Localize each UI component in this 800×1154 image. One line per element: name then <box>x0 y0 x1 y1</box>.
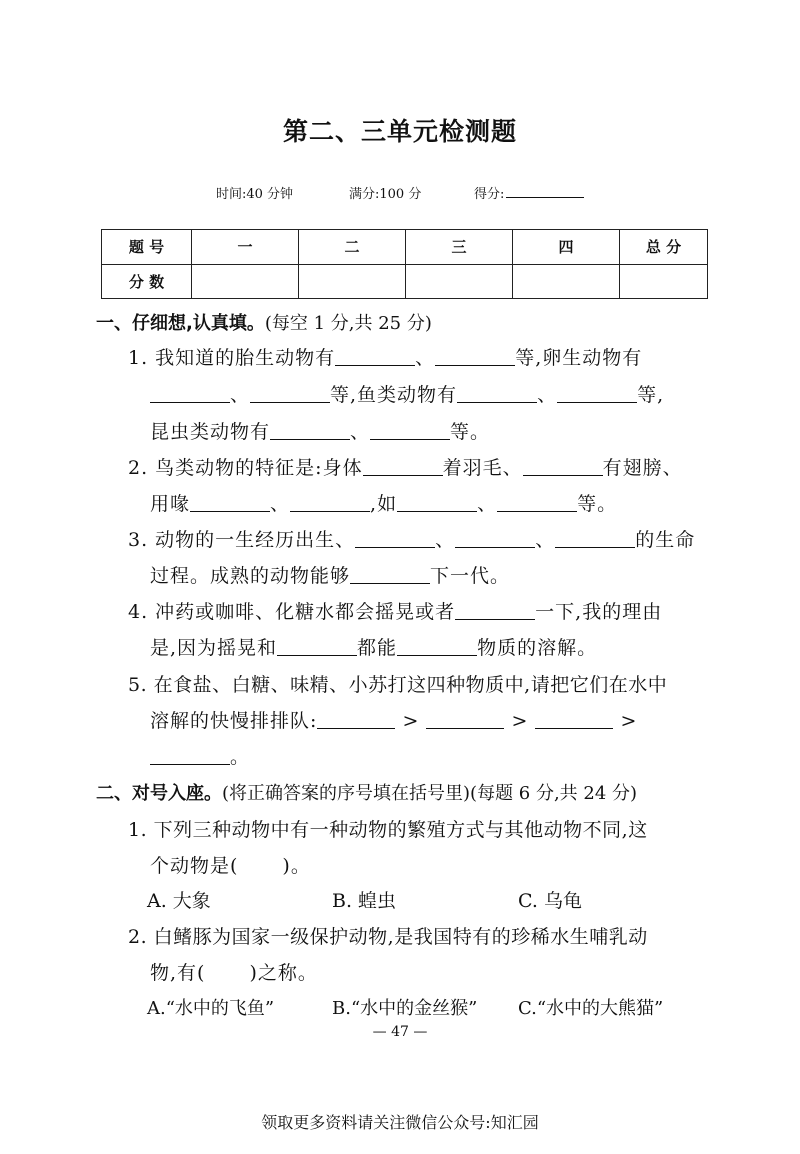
blank[interactable] <box>397 639 477 656</box>
text: 一下,我的理由 <box>535 601 663 623</box>
score-label: 得分: <box>474 187 505 202</box>
gt-sign: > <box>620 710 638 732</box>
header-cell: 题 号 <box>102 230 192 265</box>
blank[interactable] <box>355 531 435 548</box>
option-b[interactable]: B.“水中的金丝猴” <box>332 998 478 1019</box>
s2-q2-line-1 <box>128 922 648 949</box>
score-cell[interactable] <box>513 264 620 299</box>
text: 、 <box>477 493 498 515</box>
text: 、 <box>537 384 558 406</box>
s2-q1-line-2 <box>150 851 311 878</box>
blank[interactable] <box>277 639 357 656</box>
text: )。 <box>282 855 311 877</box>
text: 、 <box>415 347 436 369</box>
header-cell: 二 <box>299 230 406 265</box>
page-number: — 47 — <box>372 1024 428 1040</box>
page-title: 第二、三单元检测题 <box>282 117 517 146</box>
text: 5. 在食盐、白糖、味精、小苏打这四种物质中,请把它们在水中 <box>128 674 668 696</box>
score-table-header-row <box>102 230 708 265</box>
score-blank[interactable] <box>506 185 584 198</box>
text: 物,有( <box>150 962 206 984</box>
text: 下一代。 <box>430 565 511 587</box>
text: 等,卵生动物有 <box>515 347 643 369</box>
blank[interactable] <box>435 349 515 366</box>
section-2-note: (将正确答案的序号填在括号里)(每题 6 分,共 24 分) <box>222 783 638 804</box>
text: 1. 下列三种动物中有一种动物的繁殖方式与其他动物不同,这 <box>128 819 648 841</box>
text: 2. 白鳍豚为国家一级保护动物,是我国特有的珍稀水生哺乳动 <box>128 926 648 948</box>
text: 物质的溶解。 <box>477 637 598 659</box>
text: 等,鱼类动物有 <box>330 384 458 406</box>
q3-line-2 <box>150 561 510 588</box>
blank[interactable] <box>290 495 370 512</box>
option-c[interactable]: C.“水中的大熊猫” <box>518 998 664 1019</box>
text: 、 <box>535 529 556 551</box>
header-cell: 一 <box>192 230 299 265</box>
option-a[interactable]: A.“水中的飞鱼” <box>147 998 275 1019</box>
blank[interactable] <box>455 531 535 548</box>
text: 昆虫类动物有 <box>150 421 271 443</box>
text: 是,因为摇晃和 <box>150 637 278 659</box>
text: 、 <box>270 493 291 515</box>
section-2-heading <box>96 779 637 805</box>
blank[interactable] <box>150 386 230 403</box>
blank[interactable] <box>350 567 430 584</box>
blank[interactable] <box>535 712 613 729</box>
full-score-label: 满分:100 分 <box>349 187 422 202</box>
s2-q2-line-2 <box>150 958 318 985</box>
blank[interactable] <box>555 531 635 548</box>
text: 4. 冲药或咖啡、化糖水都会摇晃或者 <box>128 601 456 623</box>
q5-line-3 <box>150 742 250 769</box>
section-1-note: (每空 1 分,共 25 分) <box>264 313 432 334</box>
s2-q1-line-1 <box>128 815 648 842</box>
text: 、 <box>435 529 456 551</box>
score-table <box>101 229 708 299</box>
blank[interactable] <box>523 459 603 476</box>
time-label: 时间:40 分钟 <box>216 187 294 202</box>
text: 用喙 <box>150 493 191 515</box>
text: 溶解的快慢排排队: <box>150 710 318 732</box>
score-label-wrap <box>474 183 584 202</box>
blank[interactable] <box>370 423 450 440</box>
gt-sign: > <box>402 710 420 732</box>
blank[interactable] <box>150 748 230 765</box>
header-cell: 三 <box>406 230 513 265</box>
score-cell[interactable] <box>192 264 299 299</box>
score-cell[interactable] <box>299 264 406 299</box>
blank[interactable] <box>270 423 350 440</box>
q3-line-1 <box>128 525 695 552</box>
text: 都能 <box>357 637 398 659</box>
option-b[interactable]: B. 蝗虫 <box>332 890 397 912</box>
text: 、 <box>230 384 251 406</box>
text: 的生命 <box>635 529 696 551</box>
header-cell: 总 分 <box>620 230 708 265</box>
text: 。 <box>230 746 251 768</box>
option-a[interactable]: A. 大象 <box>147 890 211 912</box>
q1-line-1 <box>128 343 642 370</box>
text: 过程。成熟的动物能够 <box>150 565 351 587</box>
blank[interactable] <box>250 386 330 403</box>
text: 等。 <box>450 421 491 443</box>
text: 1. 我知道的胎生动物有 <box>128 347 336 369</box>
section-2-title: 二、对号入座。 <box>96 783 222 804</box>
q4-line-1 <box>128 597 662 624</box>
blank[interactable] <box>497 495 577 512</box>
text: 等, <box>637 384 665 406</box>
score-cell[interactable] <box>620 264 708 299</box>
section-1-title: 一、仔细想,认真填。 <box>96 313 265 334</box>
text: 2. 鸟类动物的特征是:身体 <box>128 457 363 479</box>
blank[interactable] <box>455 603 535 620</box>
blank[interactable] <box>317 712 395 729</box>
blank[interactable] <box>335 349 415 366</box>
row-label: 分 数 <box>102 264 192 299</box>
header-cell: 四 <box>513 230 620 265</box>
option-c[interactable]: C. 乌龟 <box>518 890 582 912</box>
blank[interactable] <box>363 459 443 476</box>
text: 个动物是( <box>150 855 239 877</box>
text: 有翅膀、 <box>602 457 683 479</box>
text: 着羽毛、 <box>442 457 523 479</box>
q5-line-1 <box>128 670 667 697</box>
section-1-heading <box>96 309 432 335</box>
score-cell[interactable] <box>406 264 513 299</box>
gt-sign: > <box>511 710 529 732</box>
blank[interactable] <box>426 712 504 729</box>
q2-line-2 <box>150 489 617 516</box>
q2-line-1 <box>128 453 683 480</box>
q1-line-2 <box>150 380 664 407</box>
blank[interactable] <box>557 386 637 403</box>
text: 、 <box>350 421 371 443</box>
q5-line-2 <box>150 706 637 733</box>
text: 等。 <box>577 493 618 515</box>
text: )之称。 <box>249 962 318 984</box>
q1-line-3 <box>150 417 490 444</box>
q4-line-2 <box>150 633 597 660</box>
blank[interactable] <box>190 495 270 512</box>
text: 3. 动物的一生经历出生、 <box>128 529 356 551</box>
score-table-score-row <box>102 264 708 299</box>
blank[interactable] <box>397 495 477 512</box>
blank[interactable] <box>457 386 537 403</box>
text: ,如 <box>370 493 398 515</box>
footer-note: 领取更多资料请关注微信公众号:知汇园 <box>261 1113 539 1132</box>
